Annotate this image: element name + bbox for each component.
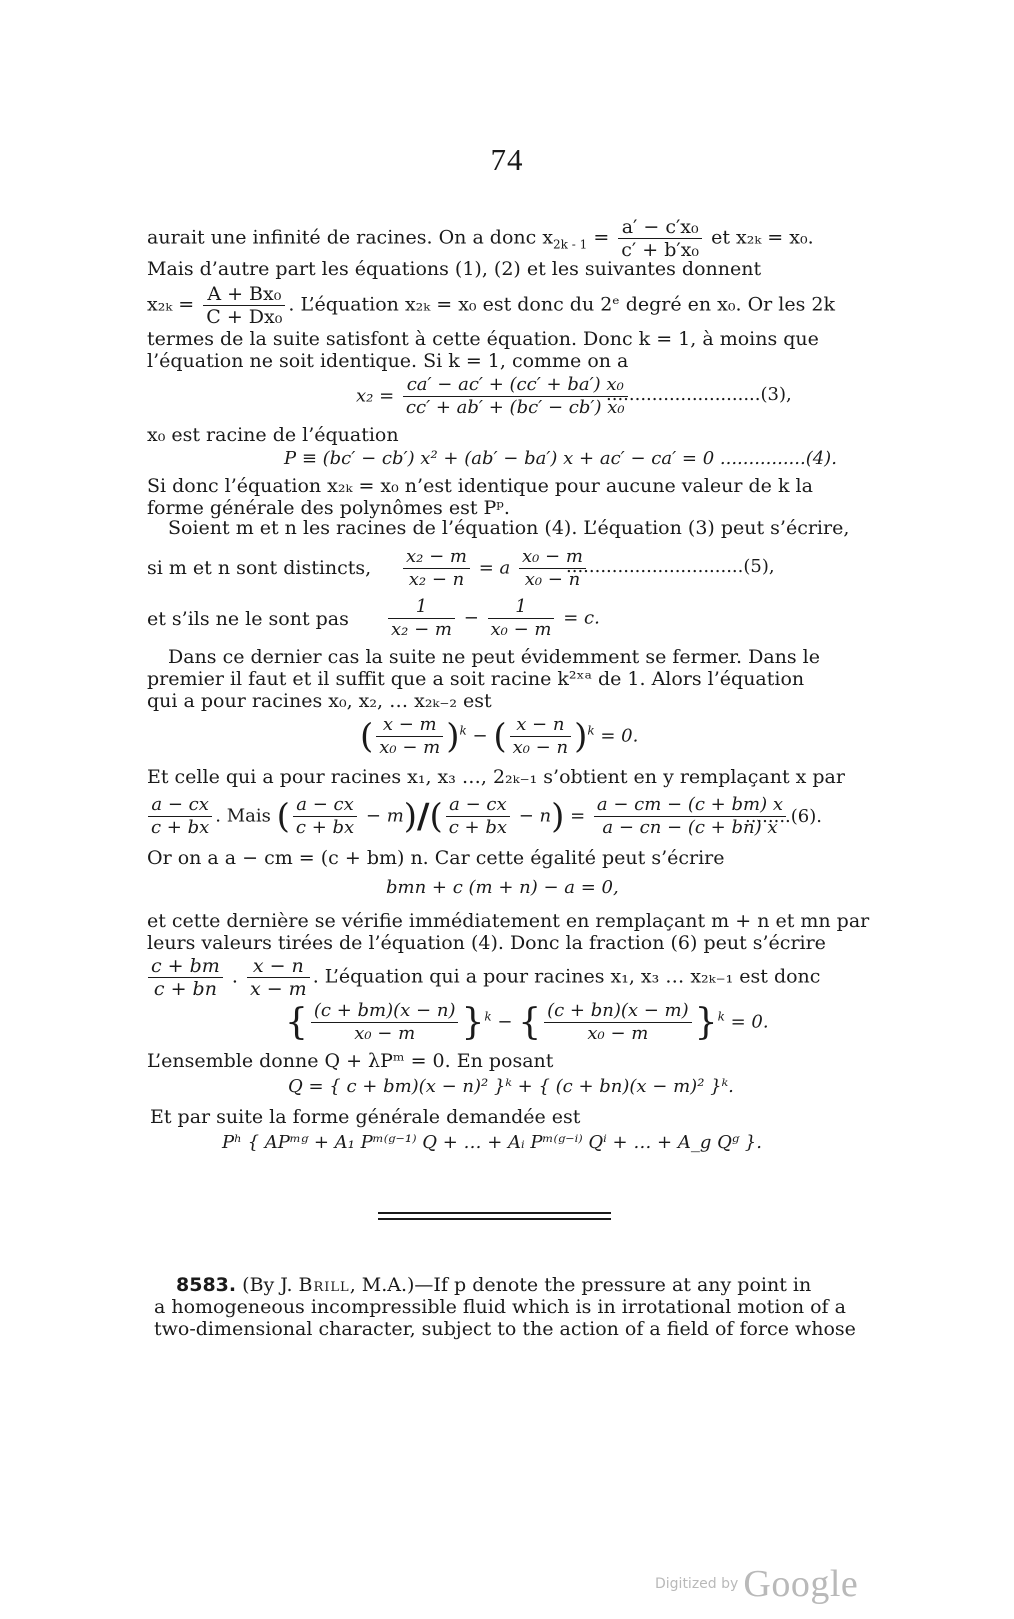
text-line-20: L’ensemble donne Q + λPᵐ = 0. En posant (147, 1050, 554, 1072)
text-span: = a (472, 557, 516, 579)
watermark-prefix: Digitized by (655, 1576, 739, 1592)
text-line-10: si m et n sont distincts, (147, 557, 372, 579)
fraction (148, 955, 223, 1000)
text-span: = (587, 226, 616, 249)
separator-rule-top (378, 1212, 611, 1214)
fraction-denominator: cc′ + ab′ + (bc′ − cb′) x₀ (405, 397, 625, 418)
subscript: 2k - 1 (553, 237, 588, 252)
fraction-denominator: x₂ − m (391, 619, 452, 640)
text-span: = 0. (724, 1011, 769, 1033)
text-span: . Mais (215, 805, 271, 827)
fraction-denominator: x₀ − m (587, 1023, 649, 1044)
problem-text-line-3: two-dimensional character, subject to the action of a field of force whose (154, 1318, 856, 1340)
text-span: . L’équation qui a pour racines x₁, x₃ … x₂ₖ₋₁ est donc (312, 965, 821, 988)
text-line-8: forme générale des polynômes est Pᵖ. (147, 497, 510, 519)
fraction-numerator: ca′ − ac′ + (cc′ + ba′) x₀ (403, 374, 628, 397)
text-span: x₂ₖ = (147, 293, 201, 316)
equation-8: { $\frac{(c + bm)(x - n)}{\text{x₀ − m}}$ }$^k$ − { $\frac{(c + bn)(x - m)}{\text{x₀ − m}}$ }$^k$ = 0. (285, 1000, 769, 1044)
fraction-denominator: c + bx (295, 817, 355, 838)
fraction-numerator: a′ − c′x₀ (618, 216, 702, 239)
text-span: = 0. (594, 725, 639, 747)
fraction-denominator: x₀ − m (379, 737, 441, 758)
fraction-numerator: x − n (247, 955, 310, 978)
fraction-numerator: a − cx (148, 794, 212, 817)
problem-text-line-2: a homogeneous incompressible fluid which is in irrotational motion of a (154, 1296, 846, 1318)
text-span: − (457, 607, 485, 629)
fraction-numerator: 1 (388, 596, 455, 619)
fraction (618, 216, 702, 261)
problem-number: 8583. (176, 1274, 237, 1296)
fraction-numerator: 1 (488, 596, 555, 619)
fraction-denominator: x₀ − m (354, 1023, 416, 1044)
problem-author-suffix: , M.A.)—If p denote the pressure at any point in (349, 1274, 812, 1296)
text-line-13: premier il faut et il suffit que a soit racine k²ˣᵃ de 1. Alors l’équation (147, 668, 805, 690)
text-line-18: leurs valeurs tirées de l’équation (4). Donc la fraction (6) peut s’écrire (147, 932, 826, 954)
fraction-denominator: C + Dx₀ (206, 306, 283, 328)
equation-9: Q = { c + bm)(x − n)² }ᵏ + { (c + bn)(x − m)² }ᵏ. (288, 1076, 734, 1097)
fraction (403, 374, 628, 419)
equation-7: bmn + c (m + n) − a = 0, (386, 877, 619, 898)
fraction-numerator: x − m (376, 714, 443, 737)
text-line-21: Et par suite la forme générale demandée est (150, 1106, 581, 1128)
fraction-numerator: c + bm (148, 955, 223, 978)
equation-5 (400, 546, 589, 591)
fraction (544, 1000, 692, 1045)
fraction-numerator: x₂ − m (403, 546, 470, 569)
equation-6: $\frac{a - cx}{c + bx}$ . Mais ( $\frac{a - cx}{c + bx}$ − m)/( $\frac{a - cx}{c + bx}$ − n) = $\frac{a - cm - (c + bm) x}{a - cn - (c + bn) x}$ (145, 794, 789, 839)
separator-rule-bottom (378, 1218, 611, 1220)
text-line-19: $\frac{c + bm}{c + bn}$ . $\frac{x - n}{x - m}$ . L’équation qui a pour racines x₁, x₃ … x₂ₖ₋₁ est donc (145, 955, 820, 1000)
text-line-1 (147, 216, 814, 261)
text-line-4: termes de la suite satisfont à cette équation. Donc k = 1, à moins que (147, 328, 819, 350)
text-line-3 (147, 283, 835, 328)
text-line-15: Et celle qui a pour racines x₁, x₃ …, 2₂ₖ₋₁ s’obtient en y remplaçant x par (147, 766, 845, 788)
equation-3-tag: ...........................(3), (606, 384, 792, 405)
fraction (403, 546, 470, 591)
digitized-by-google-watermark (655, 1562, 858, 1606)
fraction (293, 794, 357, 839)
google-logo: Google (743, 1563, 859, 1605)
problem-author-prefix: (By J. (242, 1274, 299, 1296)
problem-heading-line (176, 1274, 811, 1296)
fraction-numerator: A + Bx₀ (203, 283, 285, 306)
fraction-denominator: x₂ − n (408, 569, 465, 590)
fraction (203, 283, 285, 328)
fraction-denominator: c + bx (448, 817, 507, 838)
text-span: aurait une infinité de racines. On a donc x (147, 226, 554, 249)
equation-5b (385, 596, 600, 641)
text-line-6: x₀ est racine de l’équation (147, 424, 399, 446)
problem-author-name: Brill (298, 1274, 350, 1296)
fraction (488, 596, 555, 641)
text-line-2: Mais d’autre part les équations (1), (2) et les suivantes donnent (147, 258, 762, 280)
equation-6-tag: ........(6). (745, 806, 822, 827)
text-line-7: Si donc l’équation x₂ₖ = x₀ n’est identique pour aucune valeur de k la (147, 475, 813, 497)
fraction-numerator: (c + bn)(x − m) (544, 1000, 692, 1023)
fraction (510, 714, 572, 759)
text-line-5: l’équation ne soit identique. Si k = 1, comme on a (147, 350, 629, 372)
equation-5-tag: ...............................(5), (566, 556, 775, 577)
text-line-14: qui a pour racines x₀, x₂, … x₂ₖ₋₂ est (147, 690, 492, 712)
equation-lhs: x₂ = (356, 385, 400, 407)
fraction (247, 955, 310, 1000)
fraction-denominator: x₀ − n (524, 569, 581, 590)
fraction-denominator: c′ + b′x₀ (621, 239, 700, 261)
fraction-numerator: x₀ − m (519, 546, 586, 569)
fraction (388, 596, 455, 641)
fraction-numerator: a − cx (446, 794, 510, 817)
text-line-16: Or on a a − cm = (c + bm) n. Car cette égalité peut s’écrire (147, 847, 725, 869)
text-line-9: Soient m et n les racines de l’équation (4). L’équation (3) peut s’écrire, (168, 517, 850, 539)
fraction-numerator: (c + bm)(x − n) (311, 1000, 459, 1023)
fraction-denominator: x − m (249, 978, 307, 1000)
fraction-denominator: c + bx (151, 817, 210, 838)
fraction-numerator: a − cm − (c + bm) x (594, 794, 786, 817)
page-number: 74 (490, 142, 524, 177)
fraction-denominator: a − cn − (c + bn) x (602, 817, 778, 838)
fraction-numerator: x − n (510, 714, 572, 737)
fraction-denominator: x₀ − n (512, 737, 569, 758)
fraction (311, 1000, 459, 1045)
text-span: = c. (557, 607, 600, 629)
text-span: et x₂ₖ = x₀. (705, 226, 814, 249)
equation-4: P ≡ (bc′ − cb′) x² + (ab′ − ba′) x + ac′ − ca′ = 0 ...............(4). (284, 448, 837, 469)
text-line-12: Dans ce dernier cas la suite ne peut évidemment se fermer. Dans le (168, 646, 820, 668)
text-line-11: et s’ils ne le sont pas (147, 608, 349, 630)
equation-k: ( $\frac{x - m}{\text{x₀ − m}}$ )$^k$ − ( $\frac{x - n}{\text{x₀ − n}}$ )$^k$ = 0. (360, 714, 639, 758)
fraction-numerator: a − cx (293, 794, 357, 817)
text-line-17: et cette dernière se vérifie immédiatement en remplaçant m + n et mn par (147, 910, 870, 932)
fraction (148, 794, 212, 839)
fraction (376, 714, 443, 759)
equation-10: Pʰ { APᵐᵍ + A₁ Pᵐ⁽ᵍ⁻¹⁾ Q + … + Aᵢ Pᵐ⁽ᵍ⁻ⁱ⁾ Qⁱ + … + A_g Qᵍ }. (222, 1132, 762, 1153)
fraction (446, 794, 510, 839)
fraction-denominator: c + bn (153, 978, 217, 1000)
text-span: . L’équation x₂ₖ = x₀ est donc du 2ᵉ degré en x₀. Or les 2k (288, 293, 835, 316)
fraction-denominator: x₀ − m (490, 619, 552, 640)
equation-3 (356, 374, 631, 419)
